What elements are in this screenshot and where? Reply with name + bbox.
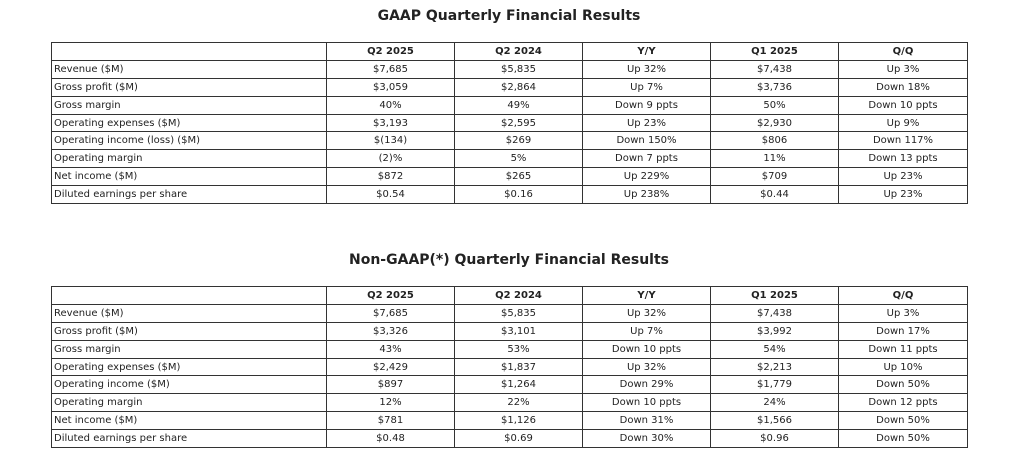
table-cell: 22%: [455, 394, 583, 412]
row-label: Operating income ($M): [52, 376, 327, 394]
table-row: [52, 168, 968, 186]
table-cell: $1,264: [455, 376, 583, 394]
table-cell: Down 117%: [839, 132, 968, 150]
table-cell: $709: [711, 168, 839, 186]
table-cell: Down 13 ppts: [839, 150, 968, 168]
table-cell: $2,429: [327, 358, 455, 376]
table-cell: $7,685: [327, 304, 455, 322]
table-cell: Down 50%: [839, 376, 968, 394]
table-cell: Down 7 ppts: [583, 150, 711, 168]
header-cell-yy: Y/Y: [583, 43, 711, 61]
table-cell: Down 9 ppts: [583, 96, 711, 114]
table-row: [52, 96, 968, 114]
row-label: Operating expenses ($M): [52, 114, 327, 132]
header-cell-qq: Q/Q: [839, 43, 968, 61]
table-row: [52, 394, 968, 412]
table-cell: $781: [327, 412, 455, 430]
table-cell: Down 31%: [583, 412, 711, 430]
table-cell: (2)%: [327, 150, 455, 168]
header-cell-q2-2024: Q2 2024: [455, 43, 583, 61]
gaap-section: [51, 6, 967, 204]
table-cell: $3,101: [455, 322, 583, 340]
table-row: [52, 186, 968, 204]
table-cell: Up 23%: [583, 114, 711, 132]
table-row: [52, 60, 968, 78]
table-cell: $7,685: [327, 60, 455, 78]
table-cell: $265: [455, 168, 583, 186]
table-cell: Up 10%: [839, 358, 968, 376]
table-row: [52, 132, 968, 150]
table-cell: Up 32%: [583, 358, 711, 376]
table-cell: 12%: [327, 394, 455, 412]
gaap-results-table: [51, 42, 968, 204]
table-cell: $7,438: [711, 304, 839, 322]
row-label: Revenue ($M): [52, 60, 327, 78]
table-cell: $0.96: [711, 430, 839, 448]
table-cell: 40%: [327, 96, 455, 114]
nongaap-section: [51, 250, 967, 448]
row-label: Operating margin: [52, 394, 327, 412]
table-cell: $1,126: [455, 412, 583, 430]
row-label: Gross profit ($M): [52, 322, 327, 340]
row-label: Operating income (loss) ($M): [52, 132, 327, 150]
table-cell: Up 9%: [839, 114, 968, 132]
table-cell: Down 150%: [583, 132, 711, 150]
table-cell: $7,438: [711, 60, 839, 78]
table-cell: 54%: [711, 340, 839, 358]
table-row: [52, 304, 968, 322]
table-row: [52, 340, 968, 358]
table-cell: Up 23%: [839, 168, 968, 186]
row-label: Diluted earnings per share: [52, 186, 327, 204]
table-row: [52, 114, 968, 132]
row-label: Diluted earnings per share: [52, 430, 327, 448]
table-cell: $0.69: [455, 430, 583, 448]
table-cell: 49%: [455, 96, 583, 114]
table-cell: $3,059: [327, 78, 455, 96]
header-cell-qq: Q/Q: [839, 287, 968, 305]
table-cell: Down 30%: [583, 430, 711, 448]
table-cell: 50%: [711, 96, 839, 114]
table-cell: Up 3%: [839, 60, 968, 78]
table-cell: Up 7%: [583, 78, 711, 96]
table-row: [52, 322, 968, 340]
table-cell: Down 11 ppts: [839, 340, 968, 358]
table-cell: Up 238%: [583, 186, 711, 204]
gaap-table-title: GAAP Quarterly Financial Results: [377, 8, 641, 24]
table-cell: 5%: [455, 150, 583, 168]
table-cell: $1,779: [711, 376, 839, 394]
table-cell: Down 10 ppts: [583, 340, 711, 358]
row-label: Gross profit ($M): [52, 78, 327, 96]
table-cell: 24%: [711, 394, 839, 412]
header-cell-q2-2025: Q2 2025: [327, 287, 455, 305]
table-cell: $5,835: [455, 304, 583, 322]
table-row: [52, 358, 968, 376]
table-cell: $(134): [327, 132, 455, 150]
table-cell: Up 32%: [583, 60, 711, 78]
header-cell-q2-2024: Q2 2024: [455, 287, 583, 305]
table-cell: Up 7%: [583, 322, 711, 340]
table-cell: $3,193: [327, 114, 455, 132]
table-cell: $2,864: [455, 78, 583, 96]
table-row: [52, 78, 968, 96]
table-cell: $3,326: [327, 322, 455, 340]
table-cell: 53%: [455, 340, 583, 358]
header-cell-q2-2025: Q2 2025: [327, 43, 455, 61]
table-cell: Up 3%: [839, 304, 968, 322]
table-header-row: [52, 287, 968, 305]
header-cell-yy: Y/Y: [583, 287, 711, 305]
table-cell: $1,566: [711, 412, 839, 430]
table-cell: $3,736: [711, 78, 839, 96]
nongaap-table-title: Non-GAAP(*) Quarterly Financial Results: [349, 252, 669, 268]
table-cell: Down 18%: [839, 78, 968, 96]
header-cell-blank: [52, 287, 327, 305]
table-header-row: [52, 43, 968, 61]
table-cell: Down 17%: [839, 322, 968, 340]
table-cell: Down 12 ppts: [839, 394, 968, 412]
table-cell: $2,213: [711, 358, 839, 376]
table-cell: $3,992: [711, 322, 839, 340]
table-cell: $872: [327, 168, 455, 186]
table-row: [52, 412, 968, 430]
table-cell: Down 29%: [583, 376, 711, 394]
table-cell: Up 229%: [583, 168, 711, 186]
row-label: Gross margin: [52, 340, 327, 358]
table-cell: $0.48: [327, 430, 455, 448]
row-label: Operating expenses ($M): [52, 358, 327, 376]
table-cell: Up 23%: [839, 186, 968, 204]
table-cell: $897: [327, 376, 455, 394]
table-cell: 43%: [327, 340, 455, 358]
table-cell: $269: [455, 132, 583, 150]
header-cell-blank: [52, 43, 327, 61]
table-cell: $0.16: [455, 186, 583, 204]
table-row: [52, 430, 968, 448]
header-cell-q1-2025: Q1 2025: [711, 287, 839, 305]
row-label: Net income ($M): [52, 168, 327, 186]
table-cell: $1,837: [455, 358, 583, 376]
table-cell: $0.54: [327, 186, 455, 204]
table-cell: Down 10 ppts: [583, 394, 711, 412]
row-label: Operating margin: [52, 150, 327, 168]
table-cell: $806: [711, 132, 839, 150]
table-cell: Up 32%: [583, 304, 711, 322]
table-cell: $0.44: [711, 186, 839, 204]
table-cell: Down 50%: [839, 412, 968, 430]
table-cell: $5,835: [455, 60, 583, 78]
row-label: Gross margin: [52, 96, 327, 114]
table-row: [52, 150, 968, 168]
table-cell: $2,595: [455, 114, 583, 132]
table-row: [52, 376, 968, 394]
header-cell-q1-2025: Q1 2025: [711, 43, 839, 61]
table-cell: $2,930: [711, 114, 839, 132]
row-label: Net income ($M): [52, 412, 327, 430]
table-cell: 11%: [711, 150, 839, 168]
row-label: Revenue ($M): [52, 304, 327, 322]
table-cell: Down 10 ppts: [839, 96, 968, 114]
table-cell: Down 50%: [839, 430, 968, 448]
nongaap-results-table: [51, 286, 968, 448]
